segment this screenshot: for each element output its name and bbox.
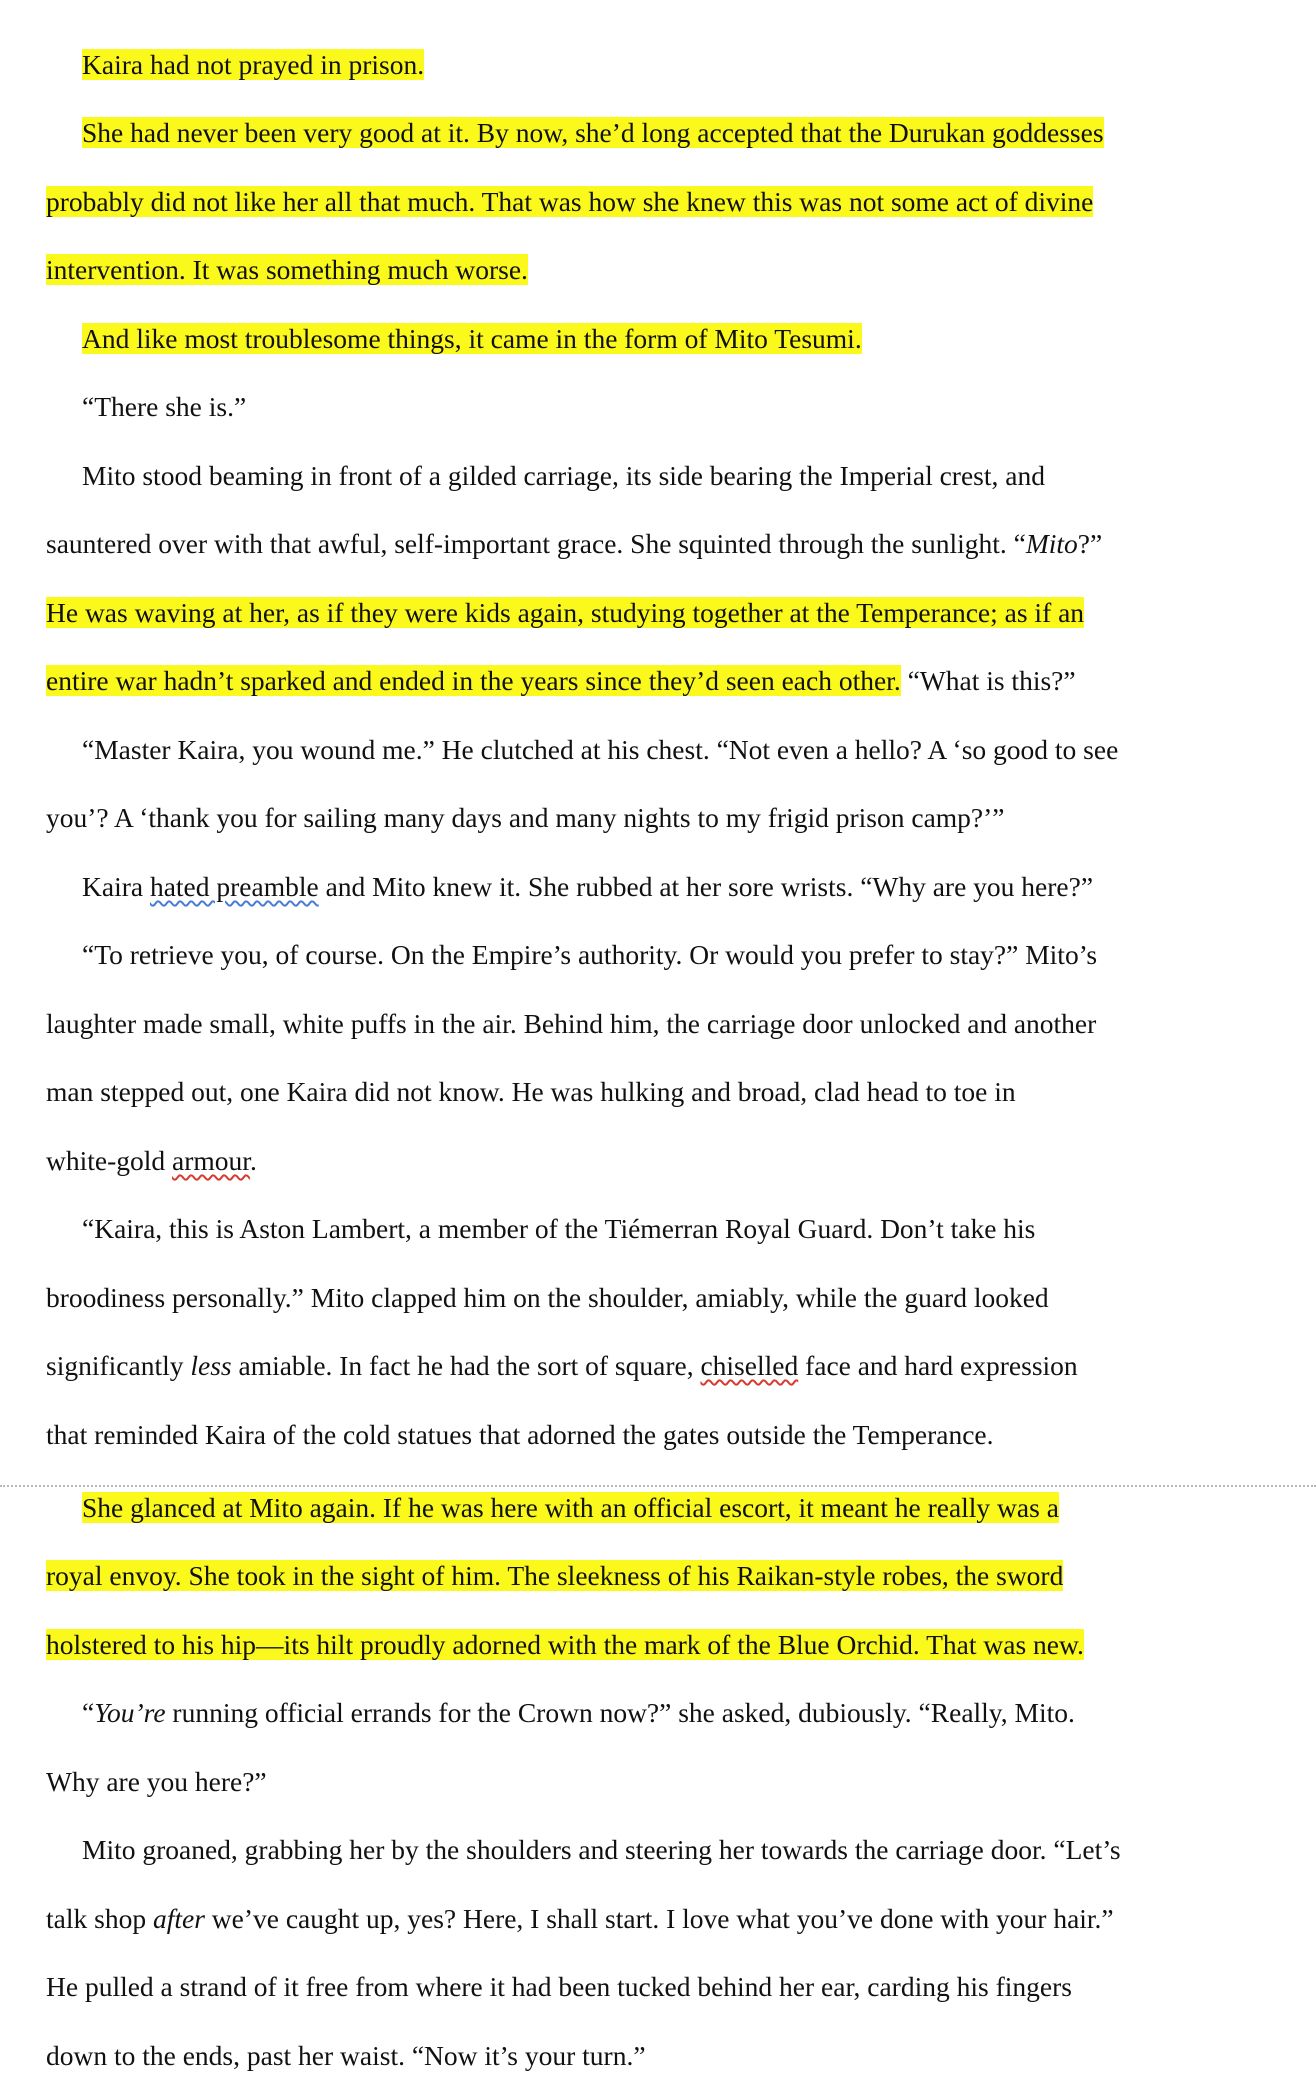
text-run: down to the ends, past her waist. “Now it’s your turn.”: [46, 2040, 646, 2071]
line-17: [46, 1144, 257, 1178]
line-28: [46, 1902, 1114, 1936]
line-29: [46, 1970, 1072, 2004]
line-9: [46, 596, 1084, 630]
spelling-flag: chiselled: [700, 1350, 799, 1381]
highlighted-text: She glanced at Mito again. If he was here with an official escort, it meant he really was a: [82, 1492, 1059, 1523]
line-6: [82, 390, 246, 424]
line-26: [46, 1765, 267, 1799]
line-22: [82, 1491, 1059, 1525]
line-14: [82, 938, 1097, 972]
line-3: [46, 185, 1093, 219]
text-run: “: [82, 1697, 95, 1728]
text-run: we’ve caught up, yes? Here, I shall start. I love what you’ve done with your hair.”: [204, 1903, 1114, 1934]
text-run: ?”: [1077, 528, 1103, 559]
italic-text: after: [152, 1903, 205, 1934]
highlighted-text: And like most troublesome things, it came in the form of Mito Tesumi.: [82, 323, 862, 354]
line-2: [82, 116, 1104, 150]
text-run: broodiness personally.” Mito clapped him on the shoulder, amiably, while the guard looked: [46, 1282, 1049, 1313]
text-run: “To retrieve you, of course. On the Empire’s authority. Or would you prefer to stay?” Mito’s: [82, 939, 1098, 970]
highlighted-text: entire war hadn’t sparked and ended in the years since they’d seen each other.: [46, 665, 901, 696]
highlighted-text: probably did not like her all that much. That was how she knew this was not some act of divine: [46, 186, 1094, 217]
text-run: amiable. In fact he had the sort of square,: [231, 1350, 701, 1381]
text-run: running official errands for the Crown now?” she asked, dubiously. “Really, Mito.: [165, 1697, 1075, 1728]
text-run: laughter made small, white puffs in the air. Behind him, the carriage door unlocked and another: [46, 1008, 1097, 1039]
spelling-flag: armour: [172, 1145, 250, 1176]
italic-text: Mito: [1025, 528, 1078, 559]
line-10: [46, 664, 1076, 698]
text-run: and Mito knew it. She rubbed at her sore wrists. “Why are you here?”: [318, 871, 1094, 902]
line-13: [82, 870, 1093, 904]
text-run: Why are you here?”: [46, 1766, 267, 1797]
line-12: [46, 801, 1005, 835]
italic-text: less: [190, 1350, 232, 1381]
text-run: white-gold: [46, 1145, 173, 1176]
text-run: “What is this?”: [900, 665, 1076, 696]
line-20: [46, 1349, 1078, 1383]
text-run: “Master Kaira, you wound me.” He clutched at his chest. “Not even a hello? A ‘so good to see: [82, 734, 1119, 765]
italic-text: You’re: [94, 1697, 166, 1728]
text-run: significantly: [46, 1350, 191, 1381]
highlighted-text: She had never been very good at it. By now, she’d long accepted that the Durukan goddesses: [82, 117, 1104, 148]
text-run: Kaira: [82, 871, 150, 902]
highlighted-text: holstered to his hip—its hilt proudly adorned with the mark of the Blue Orchid. That was new.: [46, 1629, 1084, 1660]
text-run: Mito groaned, grabbing her by the shoulders and steering her towards the carriage door. “Let’s: [82, 1834, 1121, 1865]
line-1: [82, 48, 424, 82]
highlighted-text: intervention. It was something much worse.: [46, 254, 528, 285]
text-run: man stepped out, one Kaira did not know. He was hulking and broad, clad head to toe in: [46, 1076, 1016, 1107]
text-run: talk shop: [46, 1903, 153, 1934]
line-21: [46, 1418, 994, 1452]
line-30: [46, 2039, 646, 2073]
line-24: [46, 1628, 1084, 1662]
text-run: .: [249, 1145, 257, 1176]
text-run: that reminded Kaira of the cold statues that adorned the gates outside the Temperance.: [46, 1419, 994, 1450]
highlighted-text: He was waving at her, as if they were kids again, studying together at the Temperance; as if an: [46, 597, 1085, 628]
page-break-divider: [0, 1485, 1316, 1487]
text-run: sauntered over with that awful, self-important grace. She squinted through the sunlight. “: [46, 528, 1026, 559]
highlighted-text: Kaira had not prayed in prison.: [82, 49, 425, 80]
line-11: [82, 733, 1118, 767]
text-run: Mito stood beaming in front of a gilded carriage, its side bearing the Imperial crest, and: [82, 460, 1045, 491]
line-23: [46, 1559, 1063, 1593]
line-7: [82, 459, 1045, 493]
line-18: [82, 1212, 1035, 1246]
line-27: [82, 1833, 1121, 1867]
text-run: “Kaira, this is Aston Lambert, a member of the Tiémerran Royal Guard. Don’t take his: [82, 1213, 1036, 1244]
line-25: [82, 1696, 1075, 1730]
text-run: “There she is.”: [82, 391, 247, 422]
line-4: [46, 253, 528, 287]
grammar-flag: hated preamble: [149, 871, 319, 902]
line-15: [46, 1007, 1096, 1041]
line-5: [82, 322, 862, 356]
line-8: [46, 527, 1102, 561]
line-19: [46, 1281, 1049, 1315]
line-16: [46, 1075, 1016, 1109]
text-run: you’? A ‘thank you for sailing many days and many nights to my frigid prison camp?’”: [46, 802, 1005, 833]
text-run: He pulled a strand of it free from where it had been tucked behind her ear, carding his fingers: [46, 1971, 1072, 2002]
text-run: face and hard expression: [798, 1350, 1078, 1381]
highlighted-text: royal envoy. She took in the sight of him. The sleekness of his Raikan-style robes, the sword: [46, 1560, 1064, 1591]
